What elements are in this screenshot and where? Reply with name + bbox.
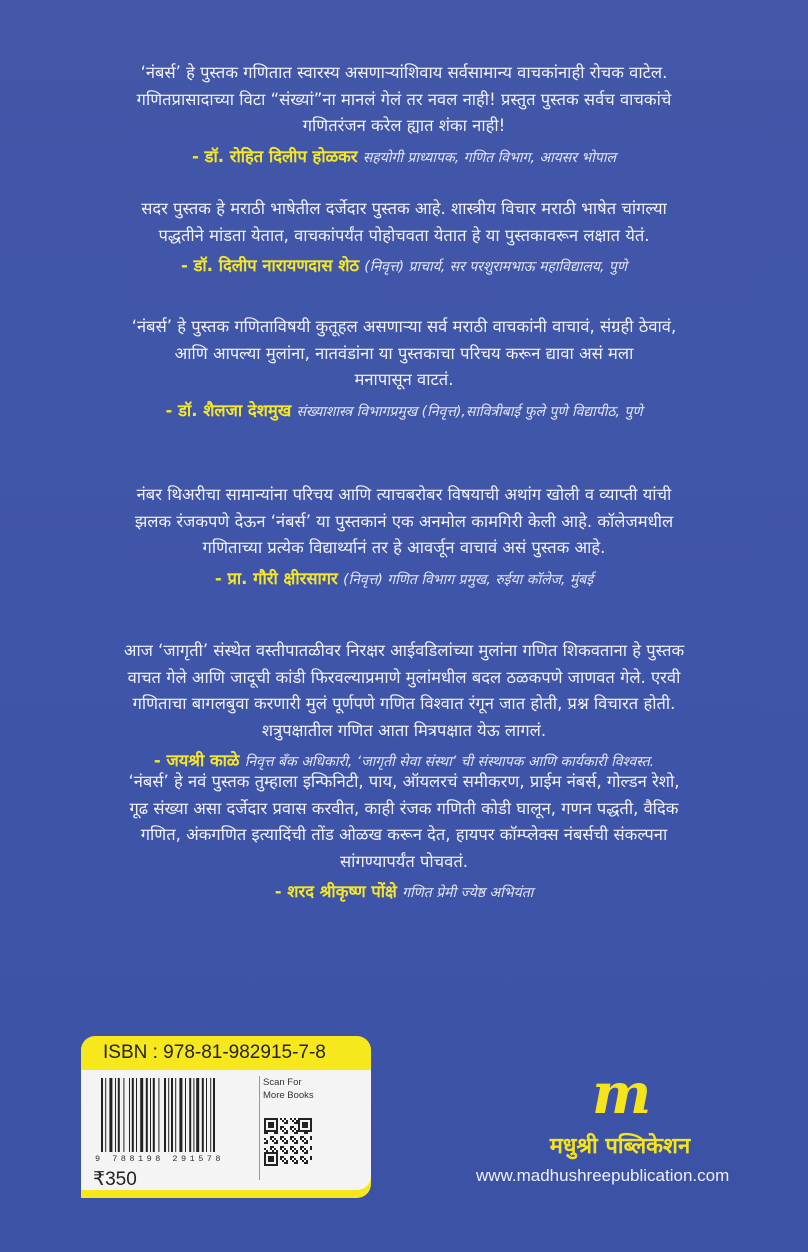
publisher-name: मधुश्री पब्लिकेशन	[549, 1134, 691, 1159]
author-name: - शरद श्रीकृष्ण पोंक्षे	[274, 882, 397, 901]
author-role: (निवृत्त) प्राचार्य, सर परशुरामभाऊ महाविद्यालय, पुणे	[364, 259, 627, 275]
scan-text-line: Scan For	[263, 1077, 302, 1088]
testimonial-line: शत्रुपक्षातील गणित आता मित्रपक्षात येऊ लागलं.	[261, 720, 547, 740]
testimonial-line: गूढ संख्या असा दर्जेदार प्रवास करवीत, काही रंजक गणिती कोडी घालून, गणन पद्धती, वैदिक	[129, 798, 679, 818]
label-body	[81, 1070, 371, 1190]
author-name: - जयश्री काळे	[153, 751, 240, 770]
testimonial	[30, 769, 778, 907]
author-name: - डॉ. दिलीप नारायणदास शेठ	[181, 256, 360, 275]
attribution	[30, 144, 778, 172]
testimonial-line: गणिताच्या प्रत्येक विद्यार्थ्यानं तर हे आवर्जून वाचावं असं पुस्तक आहे.	[202, 538, 606, 557]
testimonial	[30, 314, 778, 425]
author-role: गणित प्रेमी ज्येष्ठ अभियंता	[402, 885, 534, 901]
testimonial-line: ‘नंबर्स’ हे पुस्तक गणिताविषयी कुतूहल असणाऱ्या सर्व मराठी वाचकांनी वाचावं, संग्रही ठेवावं,	[131, 317, 677, 336]
publisher-logo: m	[592, 1061, 652, 1127]
testimonial-line: झलक रंजकपणे देऊन ‘नंबर्स’ या पुस्तकानं एक अनमोल कामगिरी केली आहे. कॉलेजमधील	[134, 511, 674, 531]
scan-text-line: More Books	[263, 1090, 314, 1101]
isbn-price-label	[81, 1036, 371, 1198]
author-role: सहयोगी प्राध्यापक, गणित विभाग, आयसर भोपाल	[362, 149, 616, 166]
price: ₹350	[93, 1169, 137, 1190]
divider	[259, 1076, 260, 1180]
testimonial-line: सांगण्यापर्यंत पोचवतं.	[340, 851, 468, 871]
testimonial-line: ‘नंबर्स’ हे पुस्तक गणितात स्वारस्य असणाऱ्यांशिवाय सर्वसामान्य वाचकांनाही रोचक वाटेल.	[140, 63, 668, 82]
scan-text	[263, 1076, 314, 1102]
testimonial-line: गणितरंजन करेल ह्यात शंका नाही!	[302, 116, 506, 135]
author-name: - डॉ. शैलजा देशमुख	[165, 400, 292, 420]
author-role: निवृत्त बँक अधिकारी, ‘जागृती सेवा संस्था’ ची संस्थापक आणि कार्यकारी विश्वस्त.	[244, 754, 655, 770]
isbn: ISBN : 978-81-982915-7-8	[103, 1042, 326, 1063]
author-name: - प्रा. गौरी क्षीरसागर	[214, 568, 338, 588]
testimonial-line: आणि आपल्या मुलांना, नातवंडांना या पुस्तकाचा परिचय करून द्यावा असं मला	[174, 343, 634, 363]
testimonial-line: वाचत गेले आणि जादूची कांडी फिरवल्याप्रमाणे मुलांमधील बदल ठळकपणे जाणवत गेले. एरवी	[127, 667, 681, 687]
testimonial-line: नंबर थिअरीचा सामान्यांना परिचय आणि त्याचबरोबर विषयाची अथांग खोली व व्याप्ती यांची	[136, 485, 672, 504]
qr-code-icon[interactable]	[264, 1106, 312, 1178]
barcode-number: 9 788198 291578	[95, 1154, 225, 1164]
attribution	[30, 253, 778, 281]
testimonial	[30, 60, 778, 171]
testimonial-line: मनापासून वाटतं.	[354, 370, 454, 389]
attribution	[30, 879, 778, 907]
author-role: संख्याशास्त्र विभागप्रमुख (निवृत्त),सावित्रीबाई फुले पुणे विद्यापीठ, पुणे	[296, 403, 643, 420]
testimonial	[30, 482, 778, 593]
testimonial-line: गणितप्रासादाच्या विटा “संख्यां”ना मानलं गेलं तर नवल नाही! प्रस्तुत पुस्तक सर्वच वाचकांचे	[136, 89, 672, 109]
testimonial-line: आज ‘जागृती’ संस्थेत वस्तीपातळीवर निरक्षर आईवडिलांच्या मुलांना गणित शिकवताना हे पुस्तक	[123, 641, 685, 660]
author-name: - डॉ. रोहित दिलीप होळकर	[192, 146, 358, 166]
testimonial-line: सदर पुस्तक हे मराठी भाषेतील दर्जेदार पुस्तक आहे. शास्त्रीय विचार मराठी भाषेत चांगल्या	[141, 199, 667, 218]
testimonial-line: पद्धतीने मांडता येतात, वाचकांपर्यंत पोहोचवता येतात हे या पुस्तकावरून लक्षात येतं.	[158, 225, 650, 245]
author-role: (निवृत्त) गणित विभाग प्रमुख, रुईया कॉलेज, मुंबई	[343, 571, 594, 588]
testimonial	[30, 196, 778, 281]
attribution	[30, 398, 778, 426]
testimonial-line: ‘नंबर्स’ हे नवं पुस्तक तुम्हाला इन्फिनिटी, पाय, ऑयलरचं समीकरण, प्राईम नंबर्स, गोल्डन रेशो,	[128, 772, 680, 791]
testimonial-line: गणिताचा बागलबुवा करणारी मुलं पूर्णपणे गणित विश्वात रंगून जात होती, प्रश्न विचारत होती.	[132, 694, 676, 713]
publisher-url[interactable]: www.madhushreepublication.com	[476, 1166, 730, 1185]
attribution	[30, 566, 778, 594]
testimonial	[30, 638, 778, 776]
barcode-icon	[101, 1078, 251, 1152]
testimonial-line: गणित, अंकगणित इत्यादिंची तोंड ओळख करून देत, हायपर कॉम्प्लेक्स नंबर्सची संकल्पना	[140, 825, 668, 844]
